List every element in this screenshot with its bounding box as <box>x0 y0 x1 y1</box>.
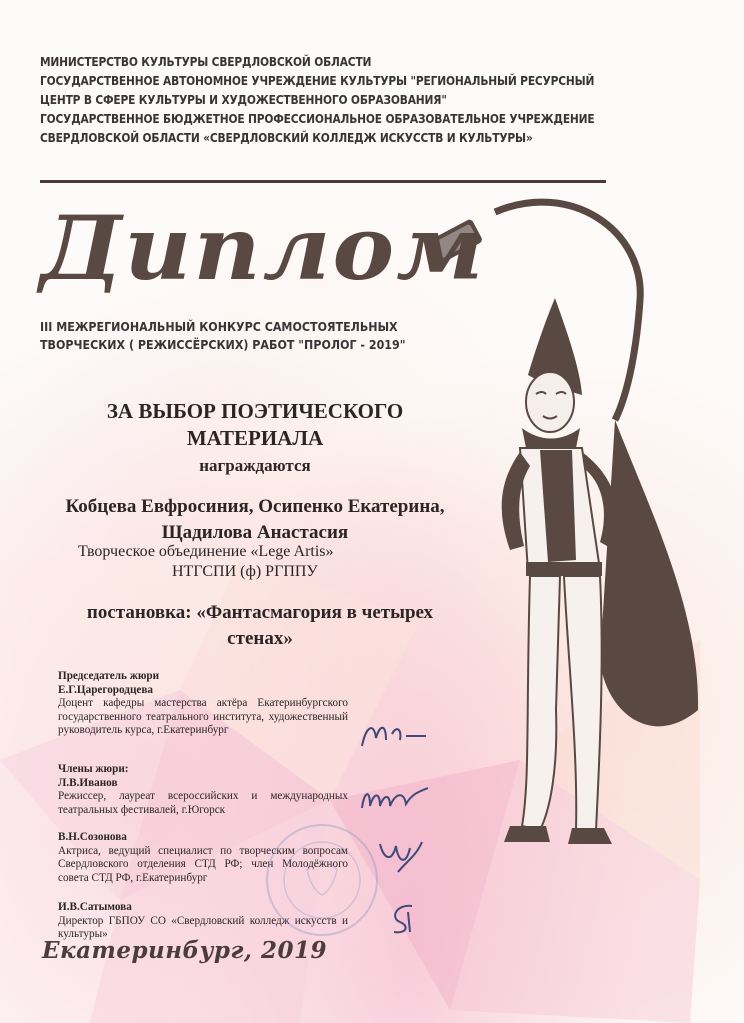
signature <box>356 716 436 756</box>
jury-member-desc: Директор ГБПОУ СО «Свердловский колледж искусств и культуры» <box>58 914 348 940</box>
institution-name: НТГСПИ (ф) РГППУ <box>172 563 318 580</box>
award-line: МАТЕРИАЛА <box>186 426 324 450</box>
contest-line: ТВОРЧЕСКИХ ( РЕЖИССЁРСКИХ) РАБОТ "ПРОЛОГ - 2019" <box>40 337 406 352</box>
jury-member-name: Л.В.Иванов <box>58 776 118 789</box>
header-divider <box>40 180 606 183</box>
signature <box>356 780 446 820</box>
production-line: стенах» <box>227 628 293 649</box>
header-line: СВЕРДЛОВСКОЙ ОБЛАСТИ «СВЕРДЛОВСКИЙ КОЛЛЕДЖ ИСКУССТВ И КУЛЬТУРЫ» <box>40 130 533 145</box>
jury-chair-desc: Доцент кафедры мастерства актёра Екатеринбургского государственного театрального института, художественный руководитель курса, г.Екатеринбург <box>58 697 348 736</box>
signature <box>372 832 432 882</box>
production-line: постановка: «Фантасмагория в четырех <box>86 602 434 623</box>
header-line: МИНИСТЕРСТВО КУЛЬТУРЫ СВЕРДЛОВСКОЙ ОБЛАСТИ <box>40 54 372 69</box>
diploma-title: Диплом <box>40 196 487 300</box>
award-line: ЗА ВЫБОР ПОЭТИЧЕСКОГО <box>106 399 404 423</box>
signature <box>384 898 424 938</box>
organization-name: Творческое объединение «Lege Artis» <box>78 543 334 560</box>
jury-member-name: И.В.Сатымова <box>58 901 132 913</box>
city-year: Екатеринбург, 2019 <box>42 937 327 964</box>
jury-member-desc: Режиссер, лауреат всероссийских и международных театральных фестивалей, г.Югорск <box>58 790 348 816</box>
header-line: ЦЕНТР В СФЕРЕ КУЛЬТУРЫ И ХУДОЖЕСТВЕННОГО ОБРАЗОВАНИЯ" <box>40 92 447 107</box>
contest-name <box>40 318 455 354</box>
issuer-header <box>40 52 640 147</box>
recipient-line: Кобцева Евфросиния, Осипенко Екатерина, <box>65 496 445 517</box>
jury-chair <box>58 670 348 738</box>
award-nomination <box>40 398 470 452</box>
header-line: ГОСУДАРСТВЕННОЕ БЮДЖЕТНОЕ ПРОФЕССИОНАЛЬНОЕ ОБРАЗОВАТЕЛЬНОЕ УЧРЕЖДЕНИЕ <box>40 111 595 126</box>
header-line: ГОСУДАРСТВЕННОЕ АВТОНОМНОЕ УЧРЕЖДЕНИЕ КУЛЬТУРЫ "РЕГИОНАЛЬНЫЙ РЕСУРСНЫЙ <box>40 73 595 88</box>
recipient-names <box>40 494 470 546</box>
jury-member <box>58 763 348 817</box>
production-title <box>40 600 480 652</box>
jury-member-name: В.Н.Созонова <box>58 831 127 843</box>
jury-chair-name: Е.Г.Царегородцева <box>58 683 153 696</box>
jury-member-desc: Актриса, ведущий специалист по творческим вопросам Свердловского отделения СТД РФ; член Молодёжного совета СТД РФ, г.Екатеринбург <box>58 844 348 884</box>
recipient-line: Щадилова Анастасия <box>161 522 349 543</box>
awarded-label: награждаются <box>199 456 311 475</box>
contest-line: III МЕЖРЕГИОНАЛЬНЫЙ КОНКУРС САМОСТОЯТЕЛЬНЫХ <box>40 319 398 334</box>
official-stamp <box>262 820 382 940</box>
jury-chair-label: Председатель жюри <box>58 670 160 682</box>
jury-members-label: Члены жюри: <box>58 763 129 775</box>
